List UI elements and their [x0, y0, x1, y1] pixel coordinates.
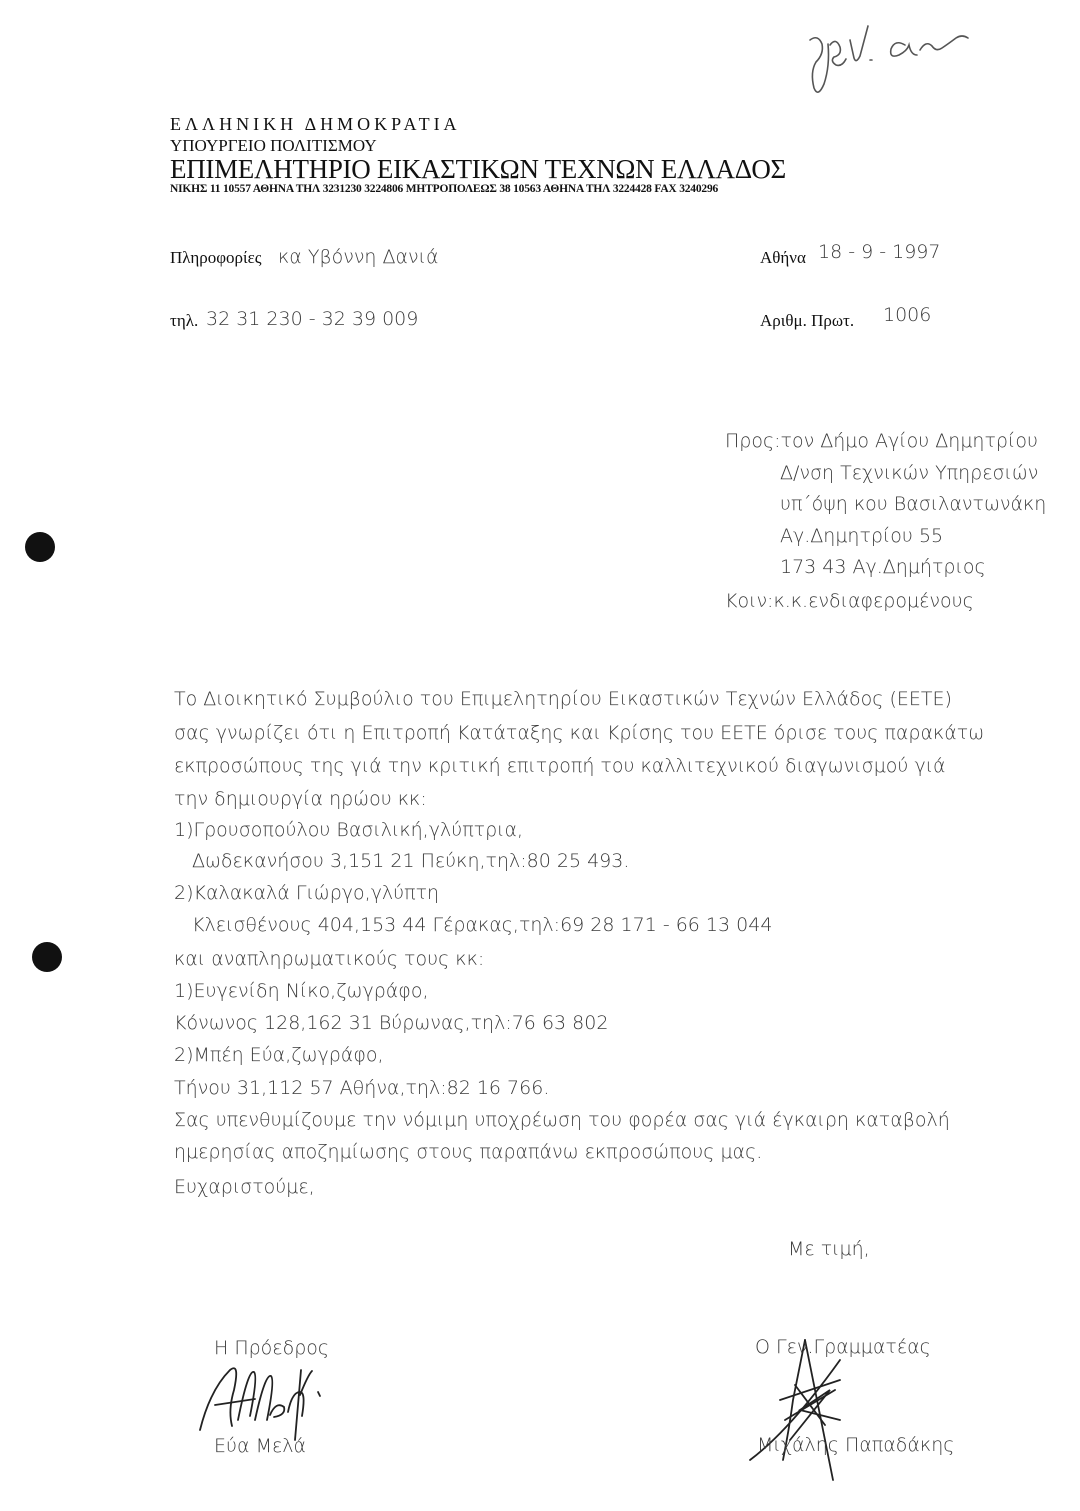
body-line: Κόνωνος 128,162 31 Βύρωνας,τηλ:76 63 802	[174, 1012, 609, 1034]
body-line: Σας υπενθυμίζουμε την νόμιμη υποχρέωση του φορέα σας γιά έγκαιρη καταβολή	[174, 1109, 950, 1131]
body-line: Ευχαριστούμε,	[174, 1176, 315, 1198]
phone-label: τηλ.	[170, 311, 199, 330]
signature-right-title: Ο Γεν.Γραμματέας	[755, 1336, 931, 1358]
body-line: Δωδεκανήσου 3,151 21 Πεύκη,τηλ:80 25 493.	[192, 850, 630, 872]
signature-secretary	[750, 1340, 840, 1480]
body-line: Τήνου 31,112 57 Αθήνα,τηλ:82 16 766.	[174, 1077, 550, 1099]
recipient-line: 173 43 Αγ.Δημήτριος	[780, 556, 986, 578]
protocol-value: 1006	[883, 304, 932, 326]
body-line: ημερησίας αποζημίωσης στους παραπάνω εκπροσώπους μας.	[174, 1141, 763, 1163]
signature-left-title: Η Πρόεδρος	[214, 1337, 330, 1359]
phone-value: 32 31 230 - 32 39 009	[206, 308, 419, 330]
body-line: Το Διοικητικό Συμβούλιο του Επιμελητηρίου Εικαστικών Τεχνών Ελλάδος (ΕΕΤΕ)	[174, 688, 952, 710]
contact-label: Πληροφορίες	[170, 248, 262, 267]
date-value: 18 - 9 - 1997	[818, 241, 941, 263]
recipient-line: Κοιν:κ.κ.ενδιαφερομένους	[725, 590, 974, 612]
header-chamber: ΕΠΙΜΕΛΗΤΗΡΙΟ ΕΙΚΑΣΤΙΚΩΝ ΤΕΧΝΩΝ ΕΛΛΑΔΟΣ	[170, 154, 786, 184]
closing: Με τιμή,	[788, 1238, 870, 1260]
date-label: Αθήνα	[760, 248, 806, 267]
header-republic: ΕΛΛΗΝΙΚΗ ΔΗΜΟΚΡΑΤΙΑ	[170, 114, 461, 134]
body-line: εκπροσώπους της γιά την κριτική επιτροπή του καλλιτεχνικού διαγωνισμού γιά	[174, 755, 946, 777]
protocol-label: Αριθμ. Πρωτ.	[760, 311, 855, 330]
body-line: Κλεισθένους 404,153 44 Γέρακας,τηλ:69 28 171 - 66 13 044	[192, 914, 773, 936]
signature-left-name: Εύα Μελά	[214, 1435, 306, 1457]
header-ministry: ΥΠΟΥΡΓΕΙΟ ΠΟΛΙΤΙΣΜΟΥ	[170, 136, 377, 155]
signature-president	[200, 1368, 320, 1440]
signature-right-name: Μιχάλης Παπαδάκης	[757, 1434, 955, 1456]
recipient-line: υπ΄όψη κου Βασιλαντωνάκη	[780, 493, 1047, 515]
recipient-line: Δ/νση Τεχνικών Υπηρεσιών	[780, 462, 1039, 484]
header-address: ΝΙΚΗΣ 11 10557 ΑΘΗΝΑ ΤΗΛ 3231230 3224806 ΜΗΤΡΟΠΟΛΕΩΣ 38 10563 ΑΘΗΝΑ ΤΗΛ 3224428 FAX 3240296	[170, 183, 719, 195]
body-line: 2)Μπέη Εύα,ζωγράφο,	[174, 1044, 384, 1066]
body-line: 2)Καλακαλά Γιώργο,γλύπτη	[174, 882, 440, 904]
body-line: την δημιουργία ηρώου κκ:	[174, 788, 427, 810]
recipient-line: Αγ.Δημητρίου 55	[780, 525, 944, 547]
contact-value: κα Υβόννη Δανιά	[278, 246, 439, 268]
body-line: 1)Γρουσοπούλου Βασιλική,γλύπτρια,	[174, 819, 524, 841]
body-line: 1)Ευγενίδη Νίκο,ζωγράφο,	[174, 980, 429, 1002]
body-line: και αναπληρωματικούς τους κκ:	[174, 948, 485, 970]
body-line: σας γνωρίζει ότι η Επιτροπή Κατάταξης και Κρίσης του ΕΕΤΕ όρισε τους παρακάτω	[174, 722, 985, 744]
recipient-line: Προς:τον Δήμο Αγίου Δημητρίου	[725, 430, 1038, 452]
